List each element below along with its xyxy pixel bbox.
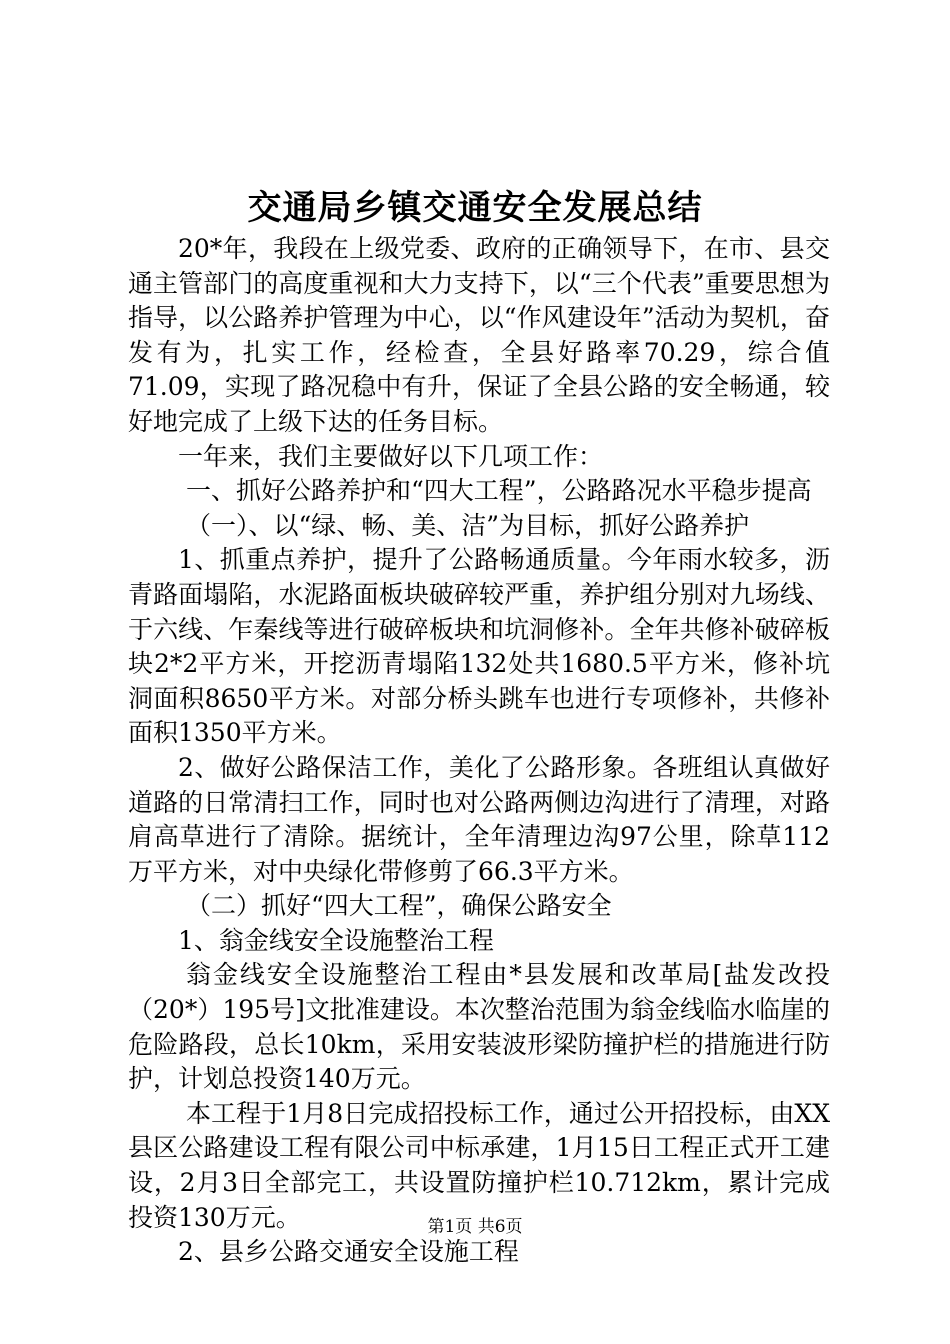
paragraph-intro: 20*年，我段在上级党委、政府的正确领导下，在市、县交通主管部门的高度重视和大力支持下，以“三个代表”重要思想为指导，以公路养护管理为中心，以“作风建设年”活动为契机，奋发有为，扎实工作，经检查，全县好路率70.29，综合值71.09，实现了路况稳中有升，保证了全县公路的安全畅通，较好地完成了上级下达的任务目标。 [128, 234, 830, 436]
paragraph-key-maintenance: 1、抓重点养护，提升了公路畅通质量。今年雨水较多，沥青路面塌陷，水泥路面板块破碎较严重，养护组分别对九场线、于六线、乍秦线等进行破碎板块和坑洞修补。全年共修补破碎板块2*2平方米，开挖沥青塌陷132处共1680.5平方米，修补坑洞面积8650平方米。对部分桥头跳车也进行专项修补，共修补面积1350平方米。 [128, 545, 830, 748]
item-heading-1: 1、翁金线安全设施整治工程 [178, 925, 494, 955]
document-body [128, 232, 830, 1270]
item-heading-2: 2、县乡公路交通安全设施工程 [178, 1237, 519, 1267]
section-heading-1: 一、抓好公路养护和“四大工程”，公路路况水平稳步提高 [186, 476, 812, 506]
subsection-heading-1: （一）、以“绿、畅、美、洁”为目标，抓好公路养护 [186, 510, 750, 540]
subsection-heading-2: （二）抓好“四大工程”，确保公路安全 [186, 891, 612, 921]
paragraph-cleaning: 2、做好公路保洁工作，美化了公路形象。各班组认真做好道路的日常清扫工作，同时也对公路两侧边沟进行了清理，对路肩高草进行了清除。据统计，全年清理边沟97公里，除草112万平方米，对中央绿化带修剪了66.3平方米。 [128, 752, 830, 886]
document-title: 交通局乡镇交通安全发展总结 [247, 188, 703, 228]
page-number-footer: 第1页 共6页 [427, 1217, 523, 1237]
paragraph-project-approval: 翁金线安全设施整治工程由*县发展和改革局[盐发改投（20*）195号]文批准建设。本次整治范围为翁金线临水临崖的危险路段，总长10km，采用安装波形梁防撞护栏的措施进行防护，计划总投资140万元。 [128, 960, 830, 1094]
paragraph-project-progress: 本工程于1月8日完成招投标工作，通过公开招投标，由XX县区公路建设工程有限公司中标承建，1月15日工程正式开工建设，2月3日全部完工，共设置防撞护栏10.712km，累计完成投资130万元。 [128, 1098, 830, 1232]
paragraph-overview: 一年来，我们主要做好以下几项工作： [178, 441, 604, 471]
